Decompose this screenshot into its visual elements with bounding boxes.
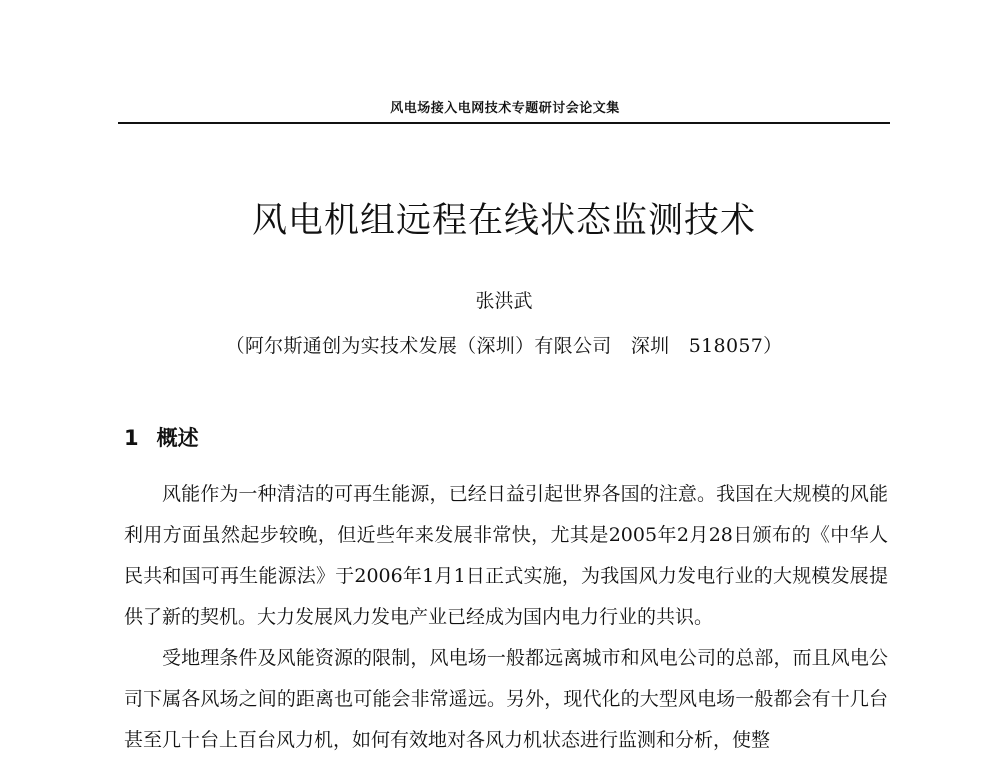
running-head: 风电场接入电网技术专题研讨会论文集	[390, 101, 620, 116]
section-heading	[124, 422, 199, 452]
header-rule	[118, 122, 890, 124]
section-number: 1	[124, 426, 139, 450]
body-text	[124, 474, 888, 761]
paragraph-2: 受地理条件及风能资源的限制，风电场一般都远离城市和风电公司的总部，而且风电公司下属各风场之间的距离也可能会非常遥远。另外，现代化的大型风电场一般都会有十几台甚至几十台上百台风力机，如何有效地对各风力机状态进行监测和分析，使整	[124, 647, 888, 751]
paragraph-1: 风能作为一种清洁的可再生能源，已经日益引起世界各国的注意。我国在大规模的风能利用方面虽然起步较晚，但近些年来发展非常快，尤其是2005年2月28日颁布的《中华人民共和国可再生能源法》于2006年1月1日正式实施，为我国风力发电行业的大规模发展提供了新的契机。大力发展风力发电产业已经成为国内电力行业的共识。	[124, 483, 888, 628]
paper-title: 风电机组远程在线状态监测技术	[251, 201, 756, 241]
section-title: 概述	[156, 426, 199, 450]
author-name: 张洪武	[475, 290, 533, 312]
author-affiliation: （阿尔斯通创为实技术发展（深圳）有限公司 深圳 518057）	[225, 335, 783, 357]
